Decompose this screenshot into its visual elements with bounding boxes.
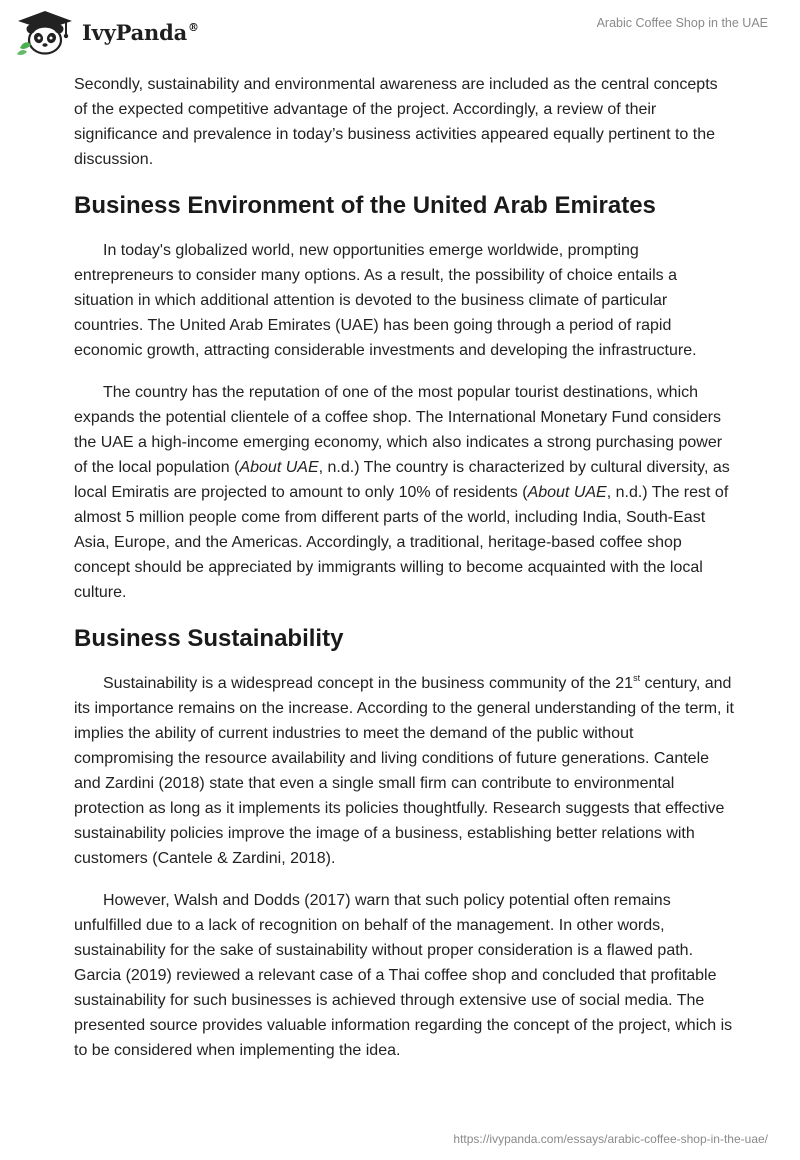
paragraph-sustainability-concept: Sustainability is a widespread concept in the business community of the 21st century, and its importance remains on the increase. According to the general understanding of the term, it implies the ability of current industries to meet the demand of the public without compromising the resource availability and living conditions of future generations. Cantele and Zardini (2018) state that even a single small firm can contribute to environmental protection as long as it implements its policies thoughtfully. Research suggests that effective sustainability policies improve the image of a business, establishing better relations with customers (Cantele & Zardini, 2018).: [74, 673, 734, 867]
citation-about-uae: About UAE: [527, 484, 607, 501]
panda-logo-icon: [14, 8, 76, 56]
section-heading-business-environment: Business Environment of the United Arab Emirates: [74, 192, 656, 219]
logo[interactable]: [14, 8, 199, 56]
paragraph-globalized-world: In today's globalized world, new opportunities emerge worldwide, prompting entrepreneurs to consider many options. As a result, the possibility of choice entails a situation in which additional attention is devoted to the business climate of particular countries. The United Arab Emirates (UAE) has been going through a period of rapid economic growth, attracting considerable investments and developing the infrastructure.: [74, 242, 697, 359]
paragraph-tourist-destination: The country has the reputation of one of the most popular tourist destinations, which expands the potential clientele of a coffee shop. The International Monetary Fund considers the UAE a high-income emerging economy, which also indicates a strong purchasing power of the local population (About UAE, n.d.) The country is characterized by cultural diversity, as local Emiratis are projected to amount to only 10% of residents (About UAE, n.d.) The rest of almost 5 million people come from different parts of the world, including India, South-East Asia, Europe, and the Americas. Accordingly, a traditional, heritage-based coffee shop concept should be appreciated by immigrants willing to become acquainted with the local culture.: [74, 384, 730, 601]
page-header: [0, 0, 800, 64]
brand-name: IvyPanda®: [82, 19, 199, 45]
source-url[interactable]: https://ivypanda.com/essays/arabic-coffee-shop-in-the-uae/: [453, 1132, 768, 1146]
section-heading-business-sustainability: Business Sustainability: [74, 625, 344, 652]
intro-paragraph: Secondly, sustainability and environmental awareness are included as the central concepts of the expected competitive advantage of the project. Accordingly, a review of their significance and prevalence in today’s business activities appeared equally pertinent to the discussion.: [74, 76, 718, 168]
ordinal-suffix: st: [633, 673, 641, 683]
citation-about-uae: About UAE: [239, 459, 319, 476]
article-body: [74, 72, 734, 1080]
registered-mark: ®: [188, 20, 199, 34]
document-title: Arabic Coffee Shop in the UAE: [596, 16, 768, 30]
paragraph-policy-potential: However, Walsh and Dodds (2017) warn that such policy potential often remains unfulfilled due to a lack of recognition on behalf of the management. In other words, sustainability for the sake of sustainability without proper consideration is a flawed path. Garcia (2019) reviewed a relevant case of a Thai coffee shop and concluded that profitable sustainability for such businesses is achieved through extensive use of social media. The presented source provides valuable information regarding the concept of the project, which is to be considered when implementing the idea.: [74, 892, 733, 1059]
